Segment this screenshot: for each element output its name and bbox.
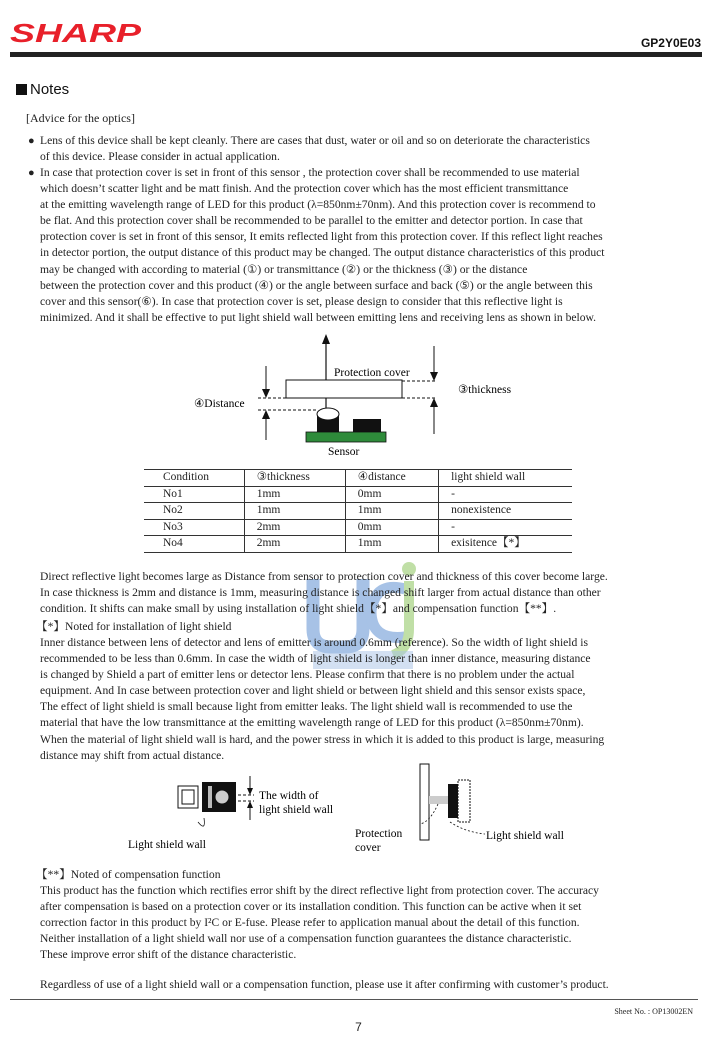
logo-text: SHARP (10, 20, 142, 46)
text-line: This product has the function which rectifies error shift by the direct reflective light from protection cover. The accuracy (40, 884, 599, 897)
table-cell: No1 (144, 486, 244, 503)
bullet-dot-icon: ● (28, 135, 35, 147)
sharp-logo (10, 20, 142, 46)
thickness-label: ③thickness (458, 384, 512, 396)
text-line: Inner distance between lens of detector and lens of emitter is around 0.6mm (reference). So the width of light shield is (40, 636, 588, 649)
table-cell: 0mm (345, 519, 438, 536)
table-cell: - (439, 486, 572, 503)
table-cell: 1mm (244, 503, 345, 520)
table-cell: No4 (144, 536, 244, 553)
table-cell: 1mm (345, 536, 438, 553)
text-line: Lens of this device shall be kept cleanly. There are cases that dust, water or oil and so on deteriorate the characteristics (40, 134, 590, 147)
table-header: ④distance (345, 470, 438, 487)
header-rule (10, 52, 702, 57)
left-shield-label: Light shield wall (128, 839, 206, 851)
arrow-head-icon (322, 334, 330, 344)
text-line: cover and this sensor(⑥). In case that protection cover is set, please design to consider that this reflective light is (40, 294, 563, 308)
protection-cover-shape (286, 380, 402, 398)
width-label-line2: light shield wall (259, 804, 334, 816)
distance-label: ④Distance (194, 398, 245, 410)
table-row (144, 503, 572, 520)
text-line: In case thickness is 2mm and distance is 1mm, measuring distance is changed shift larger from actual distance than other (40, 586, 601, 600)
note-light-shield-body (40, 635, 700, 764)
table-cell: No2 (144, 503, 244, 520)
note-compensation-title: 【**】Noted of compensation function (36, 868, 221, 881)
arrow-head-icon (247, 788, 253, 795)
leader-line (198, 818, 204, 826)
leader-line (450, 822, 485, 834)
bullet-dot-icon: ● (28, 167, 35, 179)
text-line: When the material of light shield wall is hard, and the power stress in which it is added to this product is large, measuring (40, 732, 605, 746)
text-line: of this device. Please consider in actual application. (40, 150, 280, 164)
closing-statement: Regardless of use of a light shield wall or a compensation function, please use it after confirming with customer’s product. (40, 978, 609, 991)
sensor-board (306, 432, 386, 442)
table-row (144, 486, 572, 503)
protection-label-line1: Protection (355, 828, 403, 840)
text-line: at the emitting wavelength range of LED for this product (λ=850nm±70nm). And this protection cover is recommend to (40, 198, 596, 212)
text-line: which doesn’t scatter light and be matt finish. And the protection cover which has the most efficient transmittance (40, 182, 569, 196)
note-compensation-body (40, 883, 700, 963)
text-line: be flat. And this protection cover shall be recommended to be parallel to the emitter and detector portion. In case that (40, 214, 583, 228)
side-sensor-front (448, 784, 458, 818)
advice-heading: [Advice for the optics] (26, 111, 135, 125)
text-line: protection cover is set in front of this sensor, It emits reflected light from this protection cover. If this reflect light reaches (40, 230, 603, 244)
detector-shape (353, 419, 381, 432)
front-lens-left-inner (182, 790, 194, 804)
text-line: minimized. And it shall be effective to put light shield wall between emitting lens and receiving lens as shown in below. (40, 310, 597, 324)
bullet-protection-cover (28, 165, 700, 326)
arrow-head-icon (262, 389, 270, 398)
page-number: 7 (355, 1020, 362, 1034)
protection-cover-label: Protection cover (334, 367, 410, 379)
text-line: between the protection cover and this product (④) or the angle between surface and back (⑤) or the angle between this (40, 278, 593, 292)
text-line: in detector portion, the output distance of this product may be changed. The output distance characteristics of this product (40, 246, 605, 260)
table-header-row (144, 470, 572, 487)
table-cell: - (439, 519, 572, 536)
arrow-head-icon (430, 398, 438, 407)
bullet-lens (28, 133, 700, 165)
square-bullet-icon (16, 84, 27, 95)
front-lens-right (215, 790, 229, 804)
arrow-head-icon (430, 372, 438, 381)
footer-rule (10, 999, 698, 1000)
text-line: may be changed with according to material (①) or transmittance (②) or the thickness (③) or the distance (40, 262, 528, 276)
text-line: The effect of light shield is small because light from emitter leaks. The light shield wall is recommended to use the (40, 700, 573, 714)
text-line: distance may shift from actual distance. (40, 748, 225, 762)
shield-wall-front (208, 786, 212, 808)
table-row (144, 536, 572, 553)
protection-cover-diagram (190, 332, 530, 462)
text-line: is changed by Shield a part of emitter lens or detector lens. Please confirm that there is no problem under the actual (40, 668, 575, 682)
lens-ellipse (317, 408, 339, 420)
table-cell: nonexistence (439, 503, 572, 520)
side-sensor-back (458, 780, 470, 822)
sheet-number: Sheet No. : OP13002EN (614, 1007, 693, 1016)
text-line: after compensation is based on a protection cover or its installation condition. This function can be active when it set (40, 900, 582, 914)
text-line: recommended to be less than 0.6mm. In case the width of light shield is longer than inner distance, measuring distance (40, 652, 591, 666)
table-row (144, 519, 572, 536)
table-cell: 0mm (345, 486, 438, 503)
shield-wall-side (429, 796, 449, 804)
text-line: correction factor in this product by I²C or E-fuse. Please refer to application manual about the detail of this function. (40, 916, 580, 930)
section-heading-text: Notes (30, 81, 70, 98)
table-header: Condition (144, 470, 244, 487)
width-label-line1: The width of (259, 790, 319, 802)
table-header: light shield wall (439, 470, 572, 487)
text-line: These improve error shift of the distance characteristic. (40, 948, 297, 962)
table-cell: 1mm (345, 503, 438, 520)
table-cell: exisitence【*】 (439, 536, 572, 553)
text-line: Neither installation of a light shield wall nor use of a compensation function guarantees the distance characteristic. (40, 932, 572, 946)
document-id: GP2Y0E03 (640, 36, 701, 50)
section-heading (16, 81, 69, 98)
right-shield-label: Light shield wall (486, 830, 564, 842)
arrow-head-icon (247, 801, 253, 808)
reflective-light-paragraph (40, 569, 700, 617)
text-line: condition. It shifts can make small by using installation of light shield【*】and compensation function【**】. (40, 602, 557, 616)
table-cell: 2mm (244, 519, 345, 536)
note-light-shield-title: 【*】Noted for installation of light shield (36, 620, 232, 633)
table-cell: 1mm (244, 486, 345, 503)
text-line: Direct reflective light becomes large as Distance from sensor to protection cover and thickness of this cover become large. (40, 570, 608, 583)
table-header: ③thickness (244, 470, 345, 487)
text-line: equipment. And In case between protection cover and light shield or between light shield and this sensor exists space, (40, 684, 586, 698)
sensor-label: Sensor (328, 446, 360, 458)
text-line: In case that protection cover is set in front of this sensor , the protection cover shall be recommended to use material (40, 166, 580, 179)
protection-label-line2: cover (355, 842, 381, 854)
text-line: material that have the low transmittance at the emitting wavelength range of LED for this product (λ=850nm±70nm). (40, 716, 584, 730)
condition-table (144, 469, 572, 553)
table-cell: No3 (144, 519, 244, 536)
light-shield-diagram (120, 762, 590, 857)
table-cell: 2mm (244, 536, 345, 553)
arrow-head-icon (262, 410, 270, 419)
protection-cover-side (420, 764, 429, 840)
